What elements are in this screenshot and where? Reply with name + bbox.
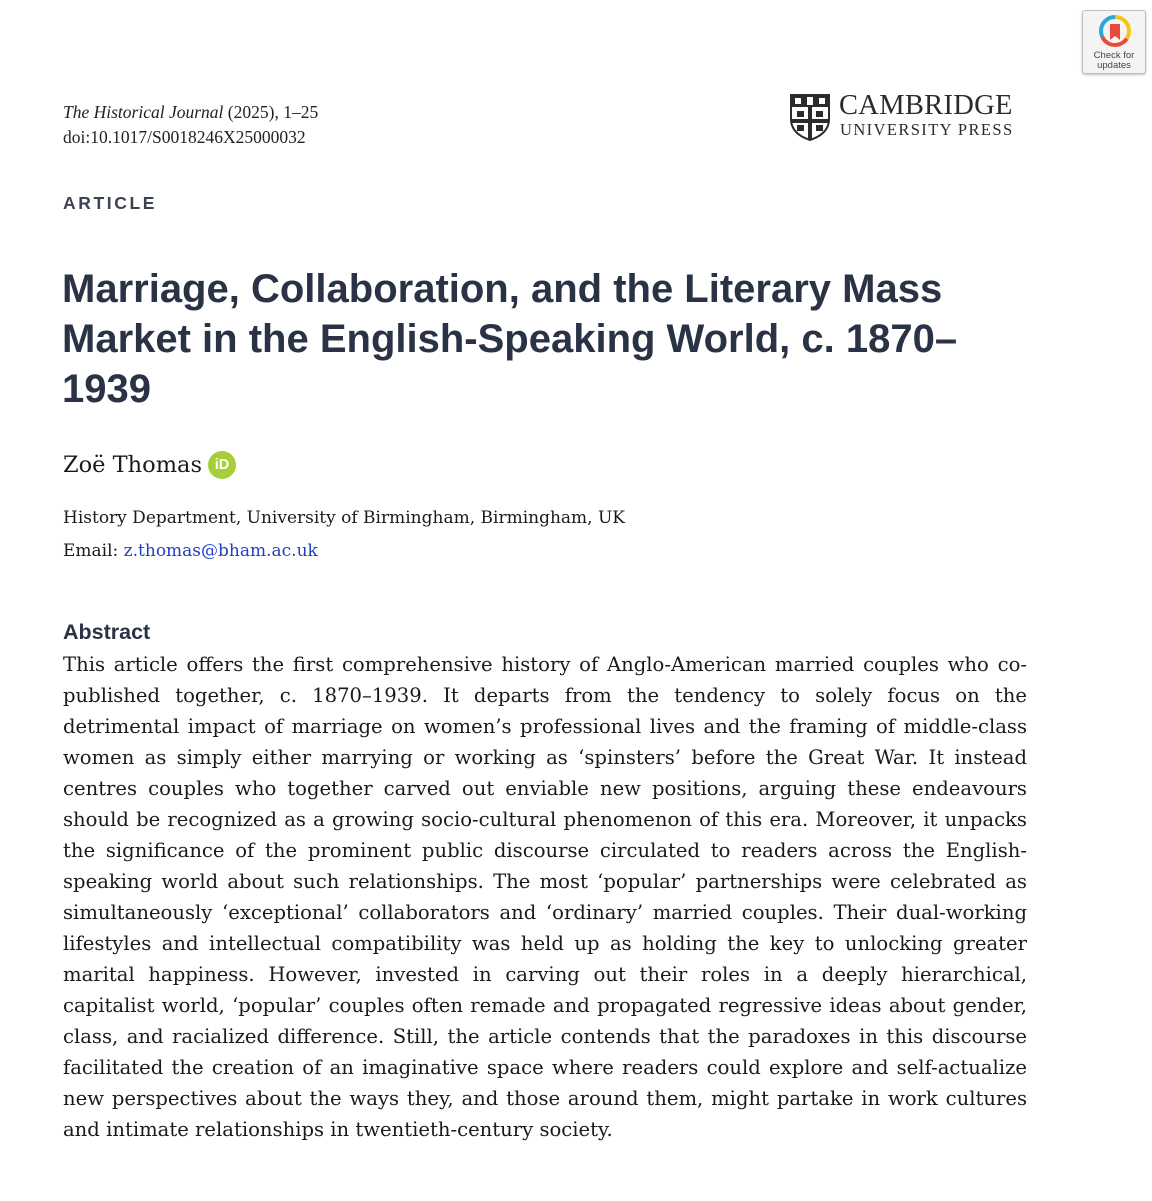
abstract-text: This article offers the first comprehensive history of Anglo-American married couples who co-published together, c. 1870–1939. It departs from the tendency to solely focus on the detrimental impact of marriage on women’s professional lives and the framing of middle-class women as simply either marrying or working as ‘spinsters’ before the Great War. It instead centres couples who together carved out enviable new positions, arguing these endeavours should be recognized as a growing socio-cultural phenomenon of this era. Moreover, it unpacks the significance of the prominent public discourse circulated to readers across the English-speaking world about such relationships. The most ‘popular’ partnerships were celebrated as simultaneously ‘exceptional’ collaborators and ‘ordinary’ married couples. Their dual-working lifestyles and intellectual compatibility was held up as holding the key to unlocking greater marital happiness. However, invested in carving out their roles in a deeply hierarchical, capitalist world, ‘popular’ couples often remade and propagated regressive ideas about gender, class, and racialized difference. Still, the article contends that the paradoxes in this discourse facilitated the creation of an imaginative space where readers could explore and self-actualize new perspectives about the ways they, and those around them, might partake in work cultures and intimate relationships in twentieth-century society.	[63, 653, 1027, 1141]
check-for-updates-icon	[1099, 15, 1131, 49]
email-label: Email:	[63, 541, 124, 561]
affiliation: History Department, University of Birmingham, Birmingham, UK	[63, 508, 625, 528]
author-affiliation-block	[63, 502, 625, 568]
badge-line-1: Check for	[1093, 50, 1135, 61]
badge-line-2: updates	[1097, 60, 1131, 71]
check-for-updates-badge[interactable]	[1082, 10, 1146, 74]
publisher-subname: UNIVERSITY PRESS	[840, 120, 1014, 139]
article-type-label: ARTICLE	[63, 193, 158, 213]
journal-name: The Historical Journal	[63, 102, 224, 122]
cambridge-shield-icon	[789, 93, 831, 141]
email-link[interactable]: z.thomas@bham.ac.uk	[123, 541, 318, 561]
author	[63, 450, 236, 480]
orcid-icon[interactable]: iD	[208, 451, 236, 479]
publisher-name: CAMBRIDGE	[839, 90, 1013, 121]
article-title: Marriage, Collaboration, and the Literary Mass Market in the English-Speaking World, c. 1870–1939	[62, 267, 958, 411]
journal-doi: doi:10.1017/S0018246X25000032	[63, 127, 306, 147]
publisher-logo	[789, 92, 1029, 142]
abstract-heading: Abstract	[63, 620, 151, 644]
journal-info	[63, 100, 318, 150]
journal-year-pages: (2025), 1–25	[223, 102, 319, 122]
email-line	[63, 535, 625, 568]
author-name: Zoë Thomas	[63, 452, 202, 478]
